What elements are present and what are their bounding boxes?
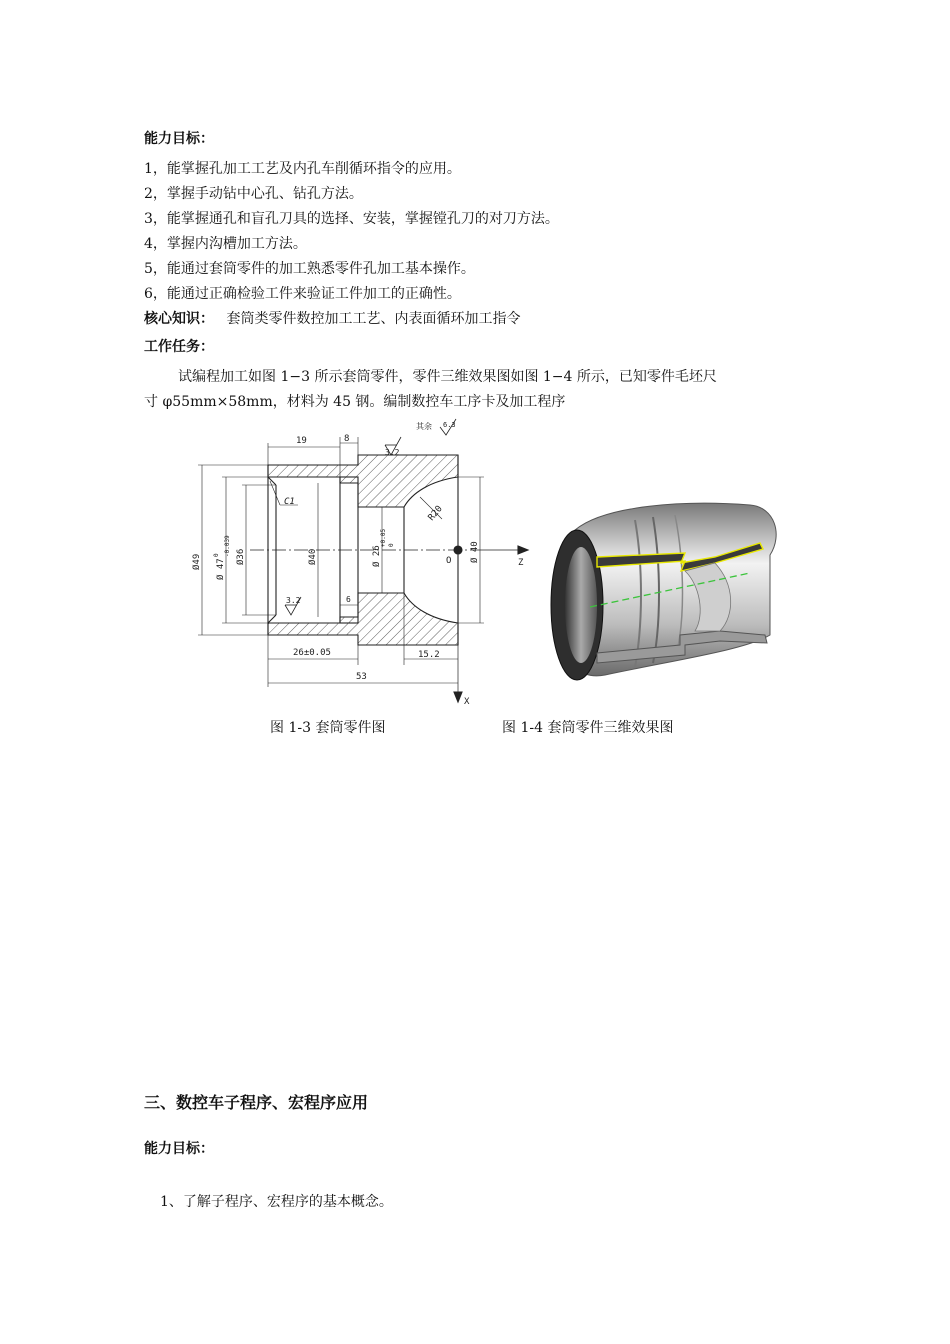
list-item: 5，能通过套筒零件的加工熟悉零件孔加工基本操作。	[144, 261, 475, 277]
dim-dia47-tol-upper: 0	[213, 553, 220, 557]
dim-dia49: Ø49	[192, 553, 202, 570]
roughness-bottom: 3.2	[286, 596, 301, 605]
list-item: 3，能掌握通孔和盲孔刀具的选择、安装，掌握镗孔刀的对刀方法。	[144, 211, 559, 227]
origin-label: O	[446, 556, 452, 566]
list-item: 4，掌握内沟槽加工方法。	[144, 236, 307, 252]
list-item: 6，能通过正确检验工件来验证工件加工的正确性。	[144, 286, 461, 302]
section-3-item-1: 1、了解子程序、宏程序的基本概念。	[160, 1194, 393, 1210]
task-heading: 工作任务：	[144, 339, 214, 355]
other-label: 其余	[416, 422, 432, 431]
section-3-ability-heading: 能力目标：	[144, 1141, 214, 1157]
task-line-1: 试编程加工如图 1−3 所示套筒零件，零件三维效果图如图 1−4 所示，已知零件毛坯尺	[178, 369, 717, 385]
figure-caption-render: 图 1-4 套筒零件三维效果图	[502, 720, 674, 736]
dim-dia26-tol-lower: 0	[388, 543, 395, 547]
core-text: 套筒类零件数控加工工艺、内表面循环加工指令	[226, 311, 521, 327]
section-3-title: 三、数控车子程序、宏程序应用	[144, 1093, 369, 1112]
axis-x-label: X	[464, 697, 470, 707]
dim-19: 19	[296, 436, 307, 446]
chamfer-label: C1	[284, 497, 295, 507]
figure-caption-drawing: 图 1-3 套筒零件图	[270, 720, 386, 736]
list-item: 1，能掌握孔加工工艺及内孔车削循环指令的应用。	[144, 161, 461, 177]
ability-heading: 能力目标：	[144, 131, 214, 147]
dim-15-2: 15.2	[418, 650, 440, 660]
dim-26: 26±0.05	[293, 648, 331, 658]
dim-dia26-tol: +0.05	[380, 528, 387, 547]
dim-dia47-tol: -0.039	[224, 535, 231, 557]
dim-dia36: Ø36	[236, 548, 246, 565]
radius-label: R20	[426, 504, 445, 523]
dim-dia40-inner: Ø40	[308, 548, 318, 565]
sleeve-part-drawing	[180, 415, 540, 710]
dim-6: 6	[346, 595, 351, 604]
ability-list	[144, 157, 559, 307]
core-knowledge	[144, 307, 520, 332]
other-roughness: 6.3	[443, 421, 456, 429]
dim-8: 8	[344, 434, 350, 444]
dim-dia47: Ø 47	[216, 558, 226, 580]
dim-53: 53	[356, 672, 367, 682]
dim-dia40-outer: Ø 40	[470, 541, 480, 563]
dim-dia26: Ø 26	[372, 545, 382, 567]
task-line-2: 寸 φ55mm×58mm，材料为 45 钢。编制数控车工序卡及加工程序	[144, 394, 566, 410]
roughness-top: 3.2	[385, 448, 400, 457]
core-label: 核心知识：	[144, 311, 214, 327]
axis-z-label: Z	[518, 558, 524, 568]
list-item: 2，掌握手动钻中心孔、钻孔方法。	[144, 186, 363, 202]
sleeve-3d-render	[535, 445, 797, 707]
